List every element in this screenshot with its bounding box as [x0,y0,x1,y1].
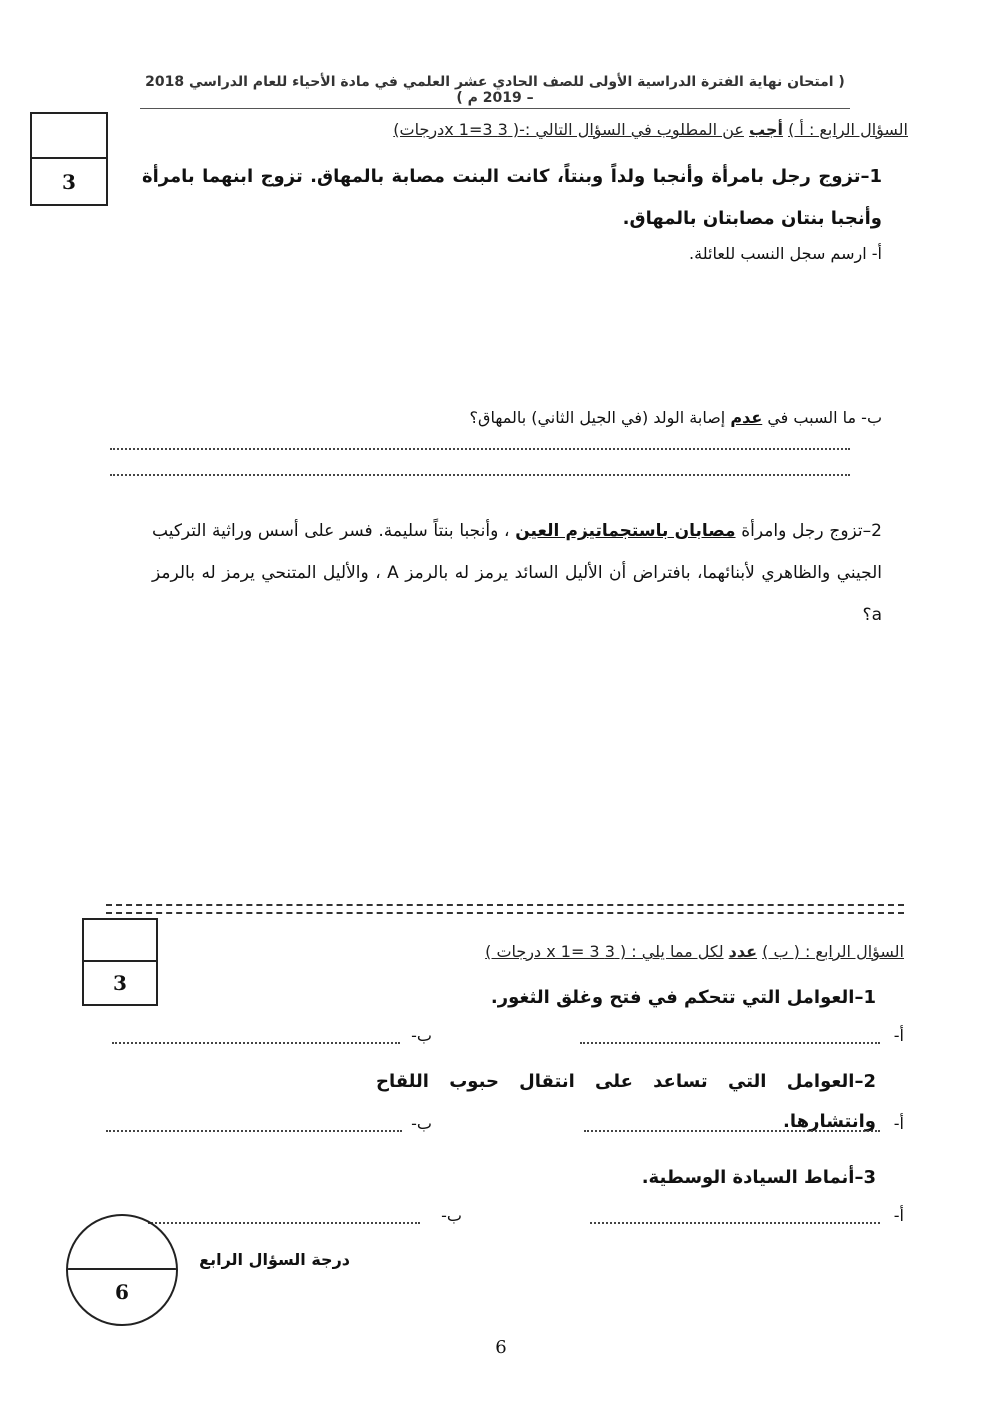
list-item-2-b-line[interactable] [106,1130,402,1132]
section-b-title-prefix: السؤال الرابع : ( ب ) [762,942,904,961]
section-b-title-rest: لكل مما يلي : ( 3 x 1= 3 درجات ) [485,942,724,961]
list-item-1-text: 1–العوامل التي تتحكم في فتح وغلق الثغور. [490,987,876,1008]
score-a-value: 3 [62,169,76,194]
list-item-1-b-line[interactable] [112,1042,400,1044]
list-item-3-b-line[interactable] [148,1222,420,1224]
question-2-text [152,510,882,636]
list-item-3-a-label: أ- [893,1206,904,1225]
page-number: 6 [495,1337,507,1358]
score-box-b [82,918,158,1006]
section-a-title [308,120,908,139]
question-1-part-b-start: ب- ما السبب في [767,408,882,427]
exam-header: ( امتحان نهاية الفترة الدراسية الأولى للصف الحادي عشر العلمي في مادة الأحياء للعام الدراسي 2018 – 2019 م ) [140,74,850,109]
section-b-title-bold: عدد [728,942,758,961]
list-item-3-a-line[interactable] [590,1222,880,1224]
question-2-end: ، وأنجبا بنتاً سليمة. فسر على أسس وراثية التركيب الجيني والظاهري لأبنائهما، بافتراض أن الأليل السائد يرمز له بالرمز A ، والأليل المتنحي يرمز له بالرمز a؟ [152,521,882,625]
score-box-a [30,112,108,206]
answer-line-2[interactable] [110,474,850,476]
list-item-3-b-label: ب- [441,1206,462,1225]
list-item-2-b-label: ب- [411,1114,432,1133]
question-1-part-a: أ- ارسم سجل النسب للعائلة. [689,244,882,263]
question-2-start: 2–تزوج رجل وامرأة [741,521,882,541]
total-score-value: 6 [115,1280,129,1304]
answer-line-1[interactable] [110,448,850,450]
list-item-1-a-label: أ- [893,1026,904,1045]
question-1-part-b-end: إصابة الولد (في الجيل الثاني) بالمهاق؟ [469,408,726,427]
score-b-value: 3 [113,971,127,995]
list-item-2-a-line[interactable] [584,1130,880,1132]
question-1-part-b-bold: عدم [730,408,763,427]
list-item-1-b-label: ب- [411,1026,432,1045]
section-a-title-prefix: السؤال الرابع : أ ) [788,120,908,139]
list-item-1-a-line[interactable] [580,1042,880,1044]
list-item-2-a-label: أ- [893,1114,904,1133]
question-1-text: 1–تزوج رجل بامرأة وأنجبا ولداً وبنتاً، كانت البنت مصابة بالمهاق. تزوج ابنهما بامرأة وأنجبا بنتان مصابتان بالمهاق. [142,166,882,229]
question-1-part-b [382,408,882,427]
section-a-title-bold: أجب [749,120,783,139]
total-score-label: درجة السؤال الرابع [199,1250,350,1269]
question-2-bold: مصابان باستجماتيزم العين [515,521,736,541]
total-score-circle [66,1214,178,1326]
section-b-title [344,942,904,961]
section-separator [106,904,904,914]
list-item-2-text: 2–العوامل التي تساعد على انتقال حبوب اللقاح وانتشارها. [376,1071,876,1132]
list-item-3-text: 3–أنماط السيادة الوسطية. [641,1167,876,1188]
section-a-title-rest: عن المطلوب في السؤال التالي :-( 3 x 1=3درجات) [393,120,744,139]
